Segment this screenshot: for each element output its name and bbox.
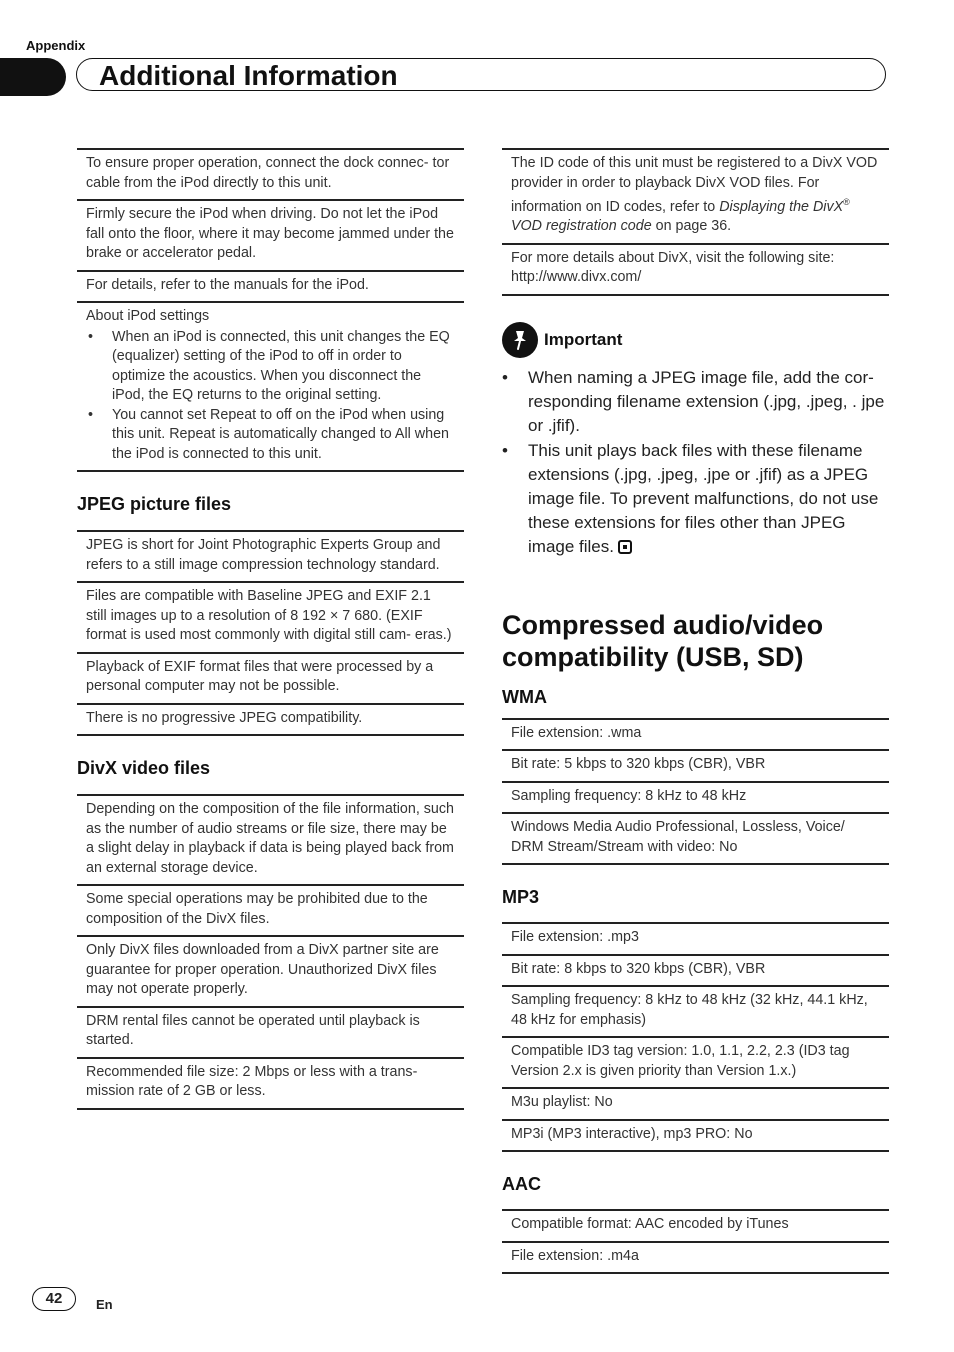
- important-list: [502, 366, 889, 559]
- table-row: Only DivX files downloaded from a DivX partner site are guarantee for proper operation. Unauthorized DivX files may not operate properly.: [77, 935, 464, 1006]
- end-mark-icon: [618, 540, 632, 554]
- table-row: M3u playlist: No: [502, 1087, 889, 1119]
- table-row: MP3i (MP3 interactive), mp3 PRO: No: [502, 1119, 889, 1151]
- table-row: Playback of EXIF format files that were processed by a personal computer may not be possible.: [77, 652, 464, 703]
- table-row: Files are compatible with Baseline JPEG and EXIF 2.1 still images up to a resolution of 8 192 × 7 680. (EXIF format is used most commonly with digital still cam- eras.): [77, 581, 464, 652]
- jpeg-table: [77, 530, 464, 736]
- divx-more-table: [502, 148, 889, 296]
- important-item-text: This unit plays back files with these filename extensions (.jpg, .jpeg, .jpe or .jfif) as a JPEG image file. To prevent malfunctions, do not use these extensions for files other than JPEG image files.: [528, 440, 879, 556]
- important-title: Important: [544, 329, 623, 349]
- pin-icon: [502, 322, 538, 358]
- divx-heading: DivX video files: [77, 758, 211, 778]
- table-row: Depending on the composition of the file information, such as the number of audio streams or file size, there may be a slight delay in playback if data is being played back from an external storage device.: [86, 801, 454, 876]
- table-row: Compatible ID3 tag version: 1.0, 1.1, 2.2, 2.3 (ID3 tag Version 2.x is given priority than Version 1.x.): [502, 1036, 889, 1087]
- appendix-label: Appendix: [26, 38, 86, 53]
- list-item: [502, 439, 889, 559]
- page-title: Additional Information: [99, 60, 398, 91]
- table-row: File extension: .mp3: [511, 929, 639, 946]
- table-row: There is no progressive JPEG compatibility.: [77, 703, 464, 735]
- divx-id-text: The ID code of this unit must be registered to a DivX VOD provider in order to playback DivX VOD files. For information on ID codes, refer to: [511, 155, 878, 215]
- registered-mark: ®: [843, 197, 850, 207]
- left-column: [77, 148, 464, 1110]
- right-column: [502, 148, 889, 1274]
- table-row: File extension: .m4a: [502, 1241, 889, 1273]
- list-item: • You cannot set Repeat to off on the iPod when using this unit. Repeat is automatically changed to All when the iPod is connected to this unit.: [86, 406, 455, 465]
- table-row: Sampling frequency: 8 kHz to 48 kHz: [502, 781, 889, 813]
- table-row: Firmly secure the iPod when driving. Do not let the iPod fall onto the floor, where it may become jammed under the brake or accelerator pedal.: [77, 199, 464, 270]
- compressed-heading: Compressed audio/video compatibility (USB, SD): [502, 609, 824, 672]
- list-item: • When naming a JPEG image file, add the cor- responding filename extension (.jpg, .jpeg, . jpe or .jfif).: [502, 366, 889, 438]
- table-row: JPEG is short for Joint Photographic Experts Group and refers to a still image compression technology standard.: [86, 537, 441, 573]
- divx-id-ref2: VOD registration code: [511, 218, 652, 235]
- section-tab: [0, 58, 66, 96]
- table-row: Recommended file size: 2 Mbps or less with a trans- mission rate of 2 GB or less.: [77, 1057, 464, 1108]
- divx-id-ref: Displaying the DivX: [719, 198, 844, 215]
- ipod-notes-table: [77, 148, 464, 472]
- table-row: Compatible format: AAC encoded by iTunes: [511, 1216, 789, 1233]
- table-row: To ensure proper operation, connect the dock connec- tor cable from the iPod directly to this unit.: [86, 155, 450, 191]
- mp3-table: [502, 922, 889, 1152]
- divx-id-page: on page 36.: [651, 218, 732, 235]
- ipod-settings-list: [86, 328, 455, 465]
- important-header: [502, 322, 889, 358]
- page-number: 42: [32, 1287, 76, 1311]
- ipod-settings-heading: About iPod settings: [86, 308, 210, 324]
- table-row: Sampling frequency: 8 kHz to 48 kHz (32 kHz, 44.1 kHz, 48 kHz for emphasis): [502, 985, 889, 1036]
- list-item: • When an iPod is connected, this unit changes the EQ (equalizer) setting of the iPod to off in order to optimize the acoustics. When you disconnect the iPod, the EQ returns to the original setting.: [86, 328, 455, 406]
- aac-heading: AAC: [502, 1174, 541, 1195]
- important-box: [502, 322, 889, 559]
- language-label: En: [96, 1297, 113, 1312]
- aac-table: [502, 1209, 889, 1274]
- table-row: Windows Media Audio Professional, Lossless, Voice/ DRM Stream/Stream with video: No: [502, 812, 889, 863]
- table-row: Bit rate: 8 kbps to 320 kbps (CBR), VBR: [502, 954, 889, 986]
- table-row: File extension: .wma: [511, 724, 642, 741]
- table-row: Some special operations may be prohibited due to the composition of the DivX files.: [77, 884, 464, 935]
- table-row: [77, 301, 464, 470]
- wma-heading: WMA: [502, 686, 547, 707]
- table-row: For details, refer to the manuals for the iPod.: [77, 270, 464, 302]
- table-row: [502, 150, 889, 243]
- table-row: Bit rate: 5 kbps to 320 kbps (CBR), VBR: [502, 749, 889, 781]
- wma-table: [502, 718, 889, 866]
- table-row: For more details about DivX, visit the following site: http://www.divx.com/: [502, 243, 889, 294]
- jpeg-heading: JPEG picture files: [77, 494, 232, 514]
- title-banner: [76, 58, 886, 91]
- divx-table: [77, 794, 464, 1110]
- mp3-heading: MP3: [502, 887, 540, 908]
- table-row: DRM rental files cannot be operated until playback is started.: [77, 1006, 464, 1057]
